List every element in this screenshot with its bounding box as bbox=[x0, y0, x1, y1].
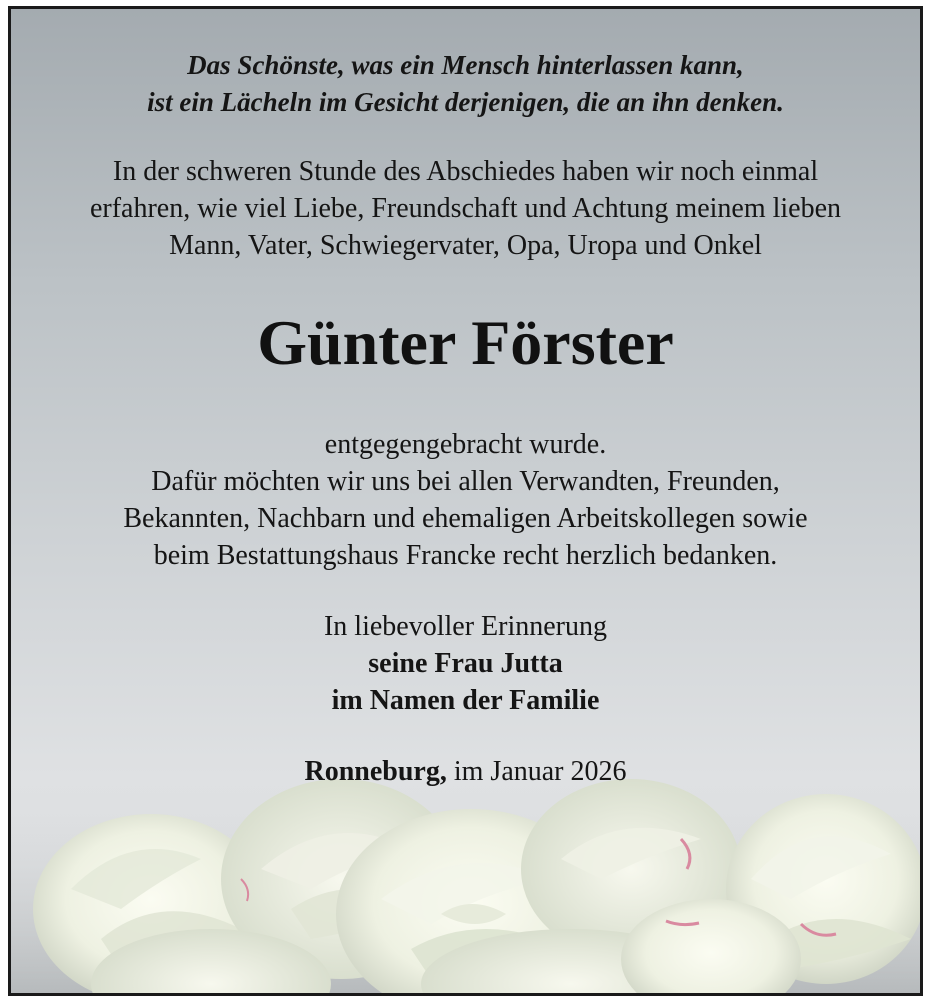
intro-line-3: Mann, Vater, Schwiegervater, Opa, Uropa und Onkel bbox=[169, 230, 762, 261]
quote-line-1: Das Schönste, was ein Mensch hinterlassen kann, bbox=[187, 50, 744, 80]
intro-paragraph bbox=[11, 153, 920, 264]
place-name: Ronneburg, bbox=[304, 756, 447, 787]
intro-line-1: In der schweren Stunde des Abschiedes haben wir noch einmal bbox=[112, 156, 819, 187]
thanks-line-1: entgegengebracht wurde. bbox=[324, 429, 607, 460]
obituary-notice bbox=[8, 6, 923, 996]
thanks-line-3: Bekannten, Nachbarn und ehemaligen Arbeitskollegen sowie bbox=[123, 503, 808, 534]
thanks-line-4: beim Bestattungshaus Francke recht herzlich bedanken. bbox=[153, 540, 778, 571]
closing-line-2: seine Frau Jutta bbox=[368, 648, 563, 679]
closing-signature bbox=[11, 608, 920, 719]
closing-line-3: im Namen der Familie bbox=[331, 685, 600, 716]
memorial-quote bbox=[11, 47, 920, 121]
deceased-name: Günter Förster bbox=[257, 307, 674, 378]
date-text: im Januar 2026 bbox=[453, 756, 627, 787]
intro-line-2: erfahren, wie viel Liebe, Freundschaft und Achtung meinem lieben bbox=[89, 193, 842, 224]
place-date bbox=[11, 753, 920, 790]
thanks-line-2: Dafür möchten wir uns bei allen Verwandten, Freunden, bbox=[151, 466, 780, 497]
thanks-paragraph bbox=[11, 426, 920, 574]
quote-line-2: ist ein Lächeln im Gesicht derjenigen, die an ihn denken. bbox=[147, 87, 784, 117]
closing-line-1: In liebevoller Erinnerung bbox=[323, 611, 607, 642]
